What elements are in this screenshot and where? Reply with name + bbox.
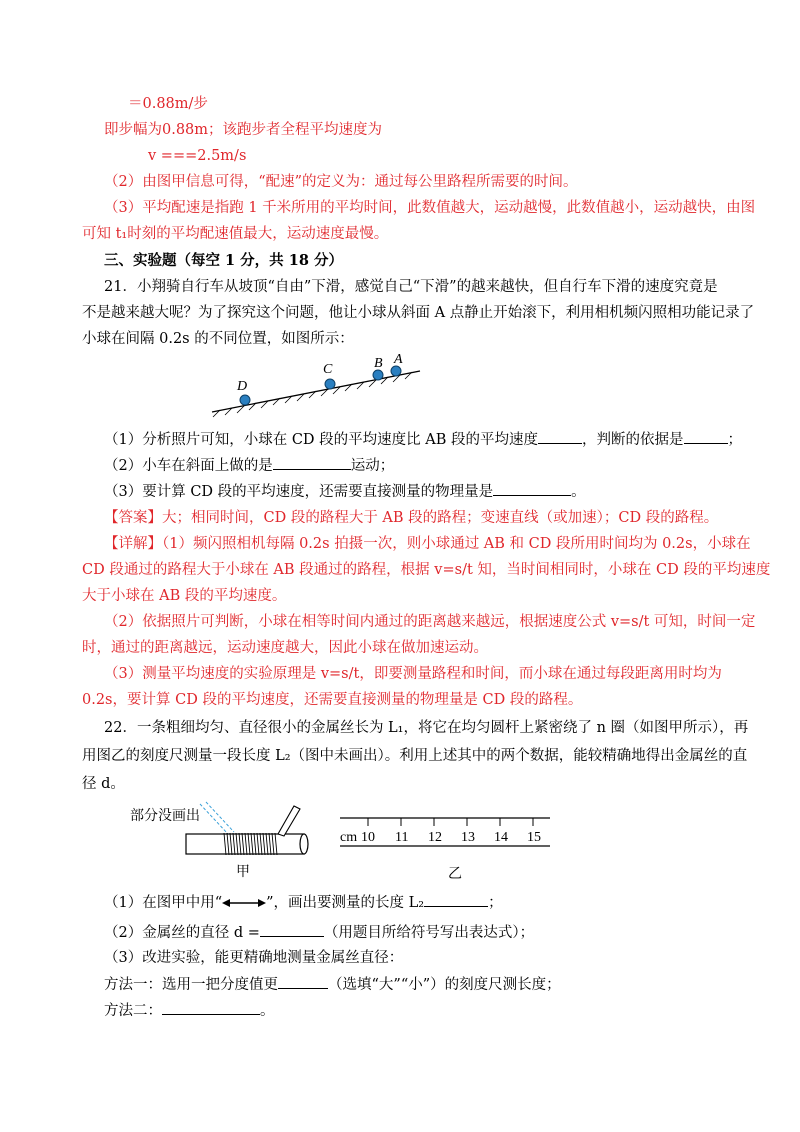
explanation-line: 0.2s，要计算 CD 段的平均速度，还需要直接测量的物理量是 CD 段的路程。	[82, 692, 583, 708]
caption-yi: 乙	[448, 866, 462, 880]
ball-b	[373, 370, 383, 380]
answer-blank[interactable]	[493, 481, 571, 496]
rod-figure	[128, 800, 318, 878]
incline-figure	[210, 352, 430, 422]
explanation-line: （3）测量平均速度的实验原理是 v=s/t，即要测量路程和时间，而小球在通过每段距离用时均为	[104, 666, 722, 682]
q1-text: ；	[727, 432, 743, 448]
text-line: 即步幅为0.88m；该跑步者全程平均速度为	[104, 122, 383, 138]
tick-label: 11	[395, 830, 409, 845]
answer-blank[interactable]	[162, 1000, 260, 1015]
q1-text: （1）分析照片可知，小球在 CD 段的平均速度比 AB 段的平均速度	[104, 432, 539, 448]
q1-text: ，判断的依据是	[582, 432, 684, 448]
q2-text: 运动；	[350, 458, 395, 474]
question-21-text: 21．小翔骑自行车从坡顶“自由”下滑，感觉自己“下滑”的越来越快，但自行车下滑的速度究竟是	[104, 279, 718, 295]
m1-text: （选填“大”“小”）的刻度尺测长度；	[328, 977, 561, 993]
s1-text: ”，画出要测量的长度 L₂	[266, 895, 425, 911]
label-c: C	[323, 362, 333, 377]
text-line: ＝0.88m/步	[128, 96, 208, 112]
explanation-line: 大于小球在 AB 段的平均速度。	[82, 588, 287, 604]
s2-text: （2）金属丝的直径 d =	[104, 925, 260, 941]
label-d: D	[237, 379, 248, 394]
m2-text: 。	[260, 1003, 275, 1019]
question-22-text: 径 d。	[82, 776, 125, 792]
answer-blank[interactable]	[260, 922, 324, 937]
double-arrow-icon	[222, 897, 266, 909]
explanation-line: CD 段通过的路程大于小球在 AB 段通过的路程，根据 v=s/t 知，当时间相同时，小球在 CD 段的平均速度	[82, 562, 771, 578]
answer-blank[interactable]	[424, 892, 488, 907]
s2-text: （用题目所给符号写出表达式）；	[323, 925, 535, 941]
question-21-part3	[104, 481, 586, 502]
question-22-text: 用图乙的刻度尺测量一段长度 L₂（图中未画出）。利用上述其中的两个数据，能较精确地得出金属丝的直	[82, 748, 748, 764]
q2-text: （2）小车在斜面上做的是	[104, 458, 273, 474]
tick-label: 10	[361, 830, 375, 845]
answer-line: 【答案】大；相同时间，CD 段的路程大于 AB 段的路程；变速直线（或加速）；CD 段的路程。	[104, 510, 719, 526]
question-21-part2	[104, 455, 394, 476]
note-label: 部分没画出	[130, 808, 200, 824]
text-line: （2）由图甲信息可得，“配速”的定义为：通过每公里路程所需要的时间。	[104, 174, 578, 190]
ruler-figure	[338, 808, 558, 880]
answer-blank[interactable]	[278, 974, 328, 989]
q3-text: 。	[571, 484, 586, 500]
explanation-line: 时，通过的距离越远，运动速度越大，因此小球在做加速运动。	[82, 640, 488, 656]
m1-text: 方法一：选用一把分度值更	[104, 977, 278, 993]
question-21-text: 小球在间隔 0.2s 的不同位置，如图所示：	[82, 331, 354, 347]
method-one	[104, 974, 561, 995]
method-two	[104, 1000, 275, 1021]
m2-text: 方法二：	[104, 1003, 162, 1019]
answer-blank[interactable]	[273, 455, 351, 470]
ruler-ticks	[368, 818, 533, 826]
text-line: 可知 t₁时刻的平均配速值最大，运动速度最慢。	[82, 226, 389, 242]
tick-label: 12	[428, 830, 442, 845]
ball-d	[240, 395, 250, 405]
tick-label: 14	[494, 830, 508, 845]
text-line: （3）平均配速是指跑 1 千米所用的平均时间，此数值越大，运动越慢，此数值越小，运动越快，由图	[104, 200, 756, 216]
tick-label: 13	[461, 830, 475, 845]
ruler-unit: cm	[340, 830, 358, 845]
explanation-line: 【详解】（1）频闪照相机每隔 0.2s 拍摄一次，则小球通过 AB 和 CD 段所用时间均为 0.2s，小球在	[104, 536, 751, 552]
question-21-part1	[104, 429, 742, 450]
question-21-text: 不是越来越大呢？为了探究这个问题，他让小球从斜面 A 点静止开始滚下，利用相机频闪照相功能记录了	[82, 305, 755, 321]
answer-blank[interactable]	[538, 429, 582, 444]
answer-blank[interactable]	[684, 429, 728, 444]
s1-text: （1）在图甲中用“	[104, 895, 223, 911]
question-22-part1	[104, 892, 503, 913]
question-22-part2	[104, 922, 534, 943]
caption-jia: 甲	[236, 864, 250, 878]
q3-text: （3）要计算 CD 段的平均速度，还需要直接测量的物理量是	[104, 484, 494, 500]
section-heading: 三、实验题（每空 1 分，共 18 分）	[104, 252, 343, 269]
question-22-part3: （3）改进实验，能更精确地测量金属丝直径：	[104, 950, 404, 966]
label-b: B	[374, 356, 383, 371]
text-line: v ===2.5m/s	[148, 148, 247, 164]
explanation-line: （2）依据照片可判断，小球在相等时间内通过的距离越来越远，根据速度公式 v=s/t 可知，时间一定	[104, 614, 756, 630]
question-22-text: 22．一条粗细均匀、直径很小的金属丝长为 L₁，将它在均匀圆杆上紧密绕了 n 圈（如图甲所示），再	[104, 720, 749, 736]
tick-label: 15	[527, 830, 541, 845]
s1-text: ；	[488, 895, 503, 911]
ball-c	[325, 379, 335, 389]
label-a: A	[394, 352, 403, 367]
ball-a	[391, 366, 401, 376]
